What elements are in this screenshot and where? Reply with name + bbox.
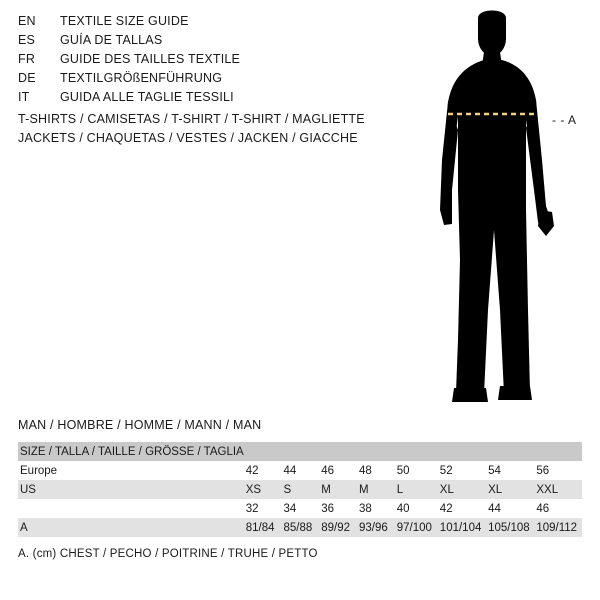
table-cell: XXL bbox=[534, 480, 582, 499]
row-label: US bbox=[18, 480, 244, 499]
table-cell: S bbox=[281, 480, 319, 499]
table-cell: M bbox=[357, 480, 395, 499]
table-cell: 32 bbox=[244, 499, 282, 518]
garment-category-block bbox=[18, 110, 418, 148]
row-label: Europe bbox=[18, 461, 244, 480]
table-header-spacer bbox=[319, 442, 357, 461]
table-cell: XL bbox=[486, 480, 534, 499]
table-cell: 93/96 bbox=[357, 518, 395, 537]
table-cell: 54 bbox=[486, 461, 534, 480]
table-cell: 42 bbox=[244, 461, 282, 480]
language-title: GUIDA ALLE TAGLIE TESSILI bbox=[60, 90, 234, 104]
table-cell: 85/88 bbox=[281, 518, 319, 537]
language-code: DE bbox=[18, 71, 36, 85]
row-label bbox=[18, 499, 244, 518]
table-header-label: SIZE / TALLA / TAILLE / GRÖSSE / TAGLIA bbox=[18, 442, 244, 461]
table-row bbox=[18, 480, 582, 499]
table-header-spacer bbox=[395, 442, 438, 461]
language-row bbox=[18, 71, 398, 90]
male-silhouette-figure bbox=[400, 10, 600, 410]
language-code: EN bbox=[18, 14, 36, 28]
table-header-row bbox=[18, 442, 582, 461]
table-header-spacer bbox=[244, 442, 282, 461]
language-title: TEXTILE SIZE GUIDE bbox=[60, 14, 189, 28]
table-cell: M bbox=[319, 480, 357, 499]
table-cell: 42 bbox=[438, 499, 486, 518]
language-row bbox=[18, 14, 398, 33]
table-row bbox=[18, 461, 582, 480]
language-code: ES bbox=[18, 33, 36, 47]
table-cell: 109/112 bbox=[534, 518, 582, 537]
table-header-spacer bbox=[486, 442, 534, 461]
table-cell: 34 bbox=[281, 499, 319, 518]
language-title: GUIDE DES TAILLES TEXTILE bbox=[60, 52, 241, 66]
table-cell: 52 bbox=[438, 461, 486, 480]
table-title: MAN / HOMBRE / HOMME / MANN / MAN bbox=[18, 418, 262, 432]
table-cell: 89/92 bbox=[319, 518, 357, 537]
size-table bbox=[18, 442, 582, 537]
language-code: IT bbox=[18, 90, 30, 104]
table-cell: 44 bbox=[486, 499, 534, 518]
measurement-footnote: A. (cm) CHEST / PECHO / POITRINE / TRUHE / PETTO bbox=[18, 548, 318, 560]
language-row bbox=[18, 90, 398, 109]
table-cell: 50 bbox=[395, 461, 438, 480]
row-label: A bbox=[18, 518, 244, 537]
table-cell: 48 bbox=[357, 461, 395, 480]
chest-measure-label: - - A bbox=[552, 113, 577, 127]
table-cell: 46 bbox=[534, 499, 582, 518]
table-cell: 56 bbox=[534, 461, 582, 480]
table-header-spacer bbox=[281, 442, 319, 461]
table-cell: 36 bbox=[319, 499, 357, 518]
table-cell: 44 bbox=[281, 461, 319, 480]
garment-line-tshirts: T-SHIRTS / CAMISETAS / T-SHIRT / T-SHIRT / MAGLIETTE bbox=[18, 112, 365, 126]
table-header-spacer bbox=[357, 442, 395, 461]
silhouette-svg bbox=[400, 10, 600, 410]
table-row bbox=[18, 518, 582, 537]
table-cell: 101/104 bbox=[438, 518, 486, 537]
language-code: FR bbox=[18, 52, 36, 66]
language-row bbox=[18, 52, 398, 71]
table-cell: 40 bbox=[395, 499, 438, 518]
table-row bbox=[18, 499, 582, 518]
language-row bbox=[18, 33, 398, 52]
table-cell: 97/100 bbox=[395, 518, 438, 537]
language-title: TEXTILGRÖßENFÜHRUNG bbox=[60, 71, 223, 85]
language-header-block bbox=[18, 14, 398, 109]
table-cell: 81/84 bbox=[244, 518, 282, 537]
table-cell: 38 bbox=[357, 499, 395, 518]
table-cell: 46 bbox=[319, 461, 357, 480]
table-cell: L bbox=[395, 480, 438, 499]
garment-line-jackets: JACKETS / CHAQUETAS / VESTES / JACKEN / GIACCHE bbox=[18, 131, 358, 145]
table-cell: XL bbox=[438, 480, 486, 499]
language-title: GUÍA DE TALLAS bbox=[60, 33, 163, 47]
table-header-spacer bbox=[534, 442, 582, 461]
table-header-spacer bbox=[438, 442, 486, 461]
table-cell: XS bbox=[244, 480, 282, 499]
table-cell: 105/108 bbox=[486, 518, 534, 537]
